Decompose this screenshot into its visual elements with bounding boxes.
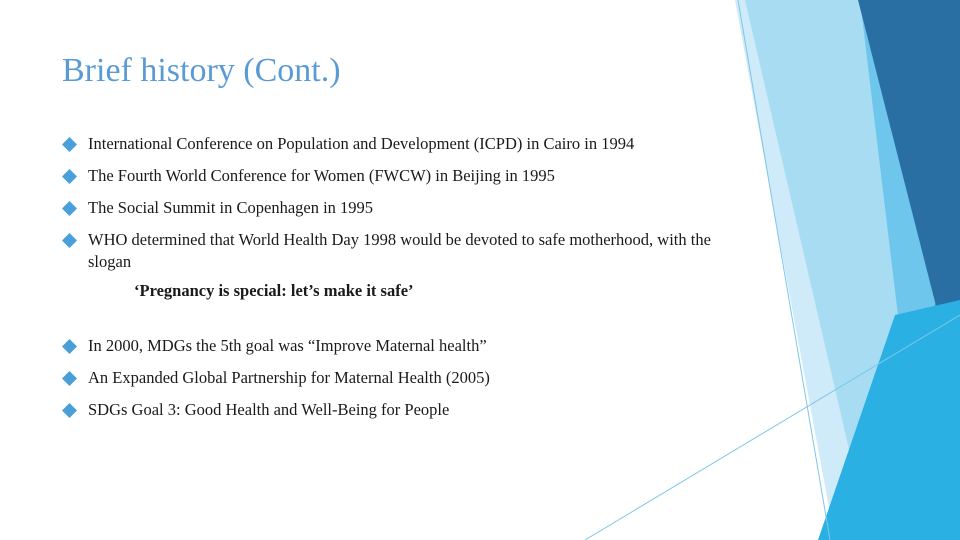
- bullet-text: The Fourth World Conference for Women (FWCW) in Beijing in 1995: [88, 166, 555, 185]
- diamond-bullet-icon: [62, 403, 77, 418]
- bullet-item: [62, 133, 722, 155]
- bullet-text: The Social Summit in Copenhagen in 1995: [88, 198, 374, 217]
- bullet-item: [62, 335, 722, 357]
- bullet-text: WHO determined that World Health Day 1998 would be devoted to safe motherhood, with the slogan: [88, 230, 711, 271]
- diamond-bullet-icon: [62, 137, 77, 152]
- bullet-item: [62, 165, 722, 187]
- bullet-item: [62, 197, 722, 219]
- diamond-bullet-icon: [62, 201, 77, 216]
- bullet-text: International Conference on Population and Development (ICPD) in Cairo in 1994: [88, 134, 635, 153]
- bullet-item: [62, 399, 722, 421]
- slogan-quote: ‘Pregnancy is special: let’s make it safe’: [134, 281, 414, 300]
- bullet-list: [62, 133, 722, 421]
- bullet-text: An Expanded Global Partnership for Maternal Health (2005): [88, 368, 490, 387]
- bullet-item: [62, 367, 722, 389]
- diamond-bullet-icon: [62, 233, 77, 248]
- bullet-text: SDGs Goal 3: Good Health and Well-Being for People: [88, 400, 450, 419]
- bullet-text: In 2000, MDGs the 5th goal was “Improve Maternal health”: [88, 336, 487, 355]
- slide-title: Brief history (Cont.): [62, 52, 341, 89]
- bullet-item: [62, 229, 722, 273]
- diamond-bullet-icon: [62, 371, 77, 386]
- diamond-bullet-icon: [62, 339, 77, 354]
- diamond-bullet-icon: [62, 169, 77, 184]
